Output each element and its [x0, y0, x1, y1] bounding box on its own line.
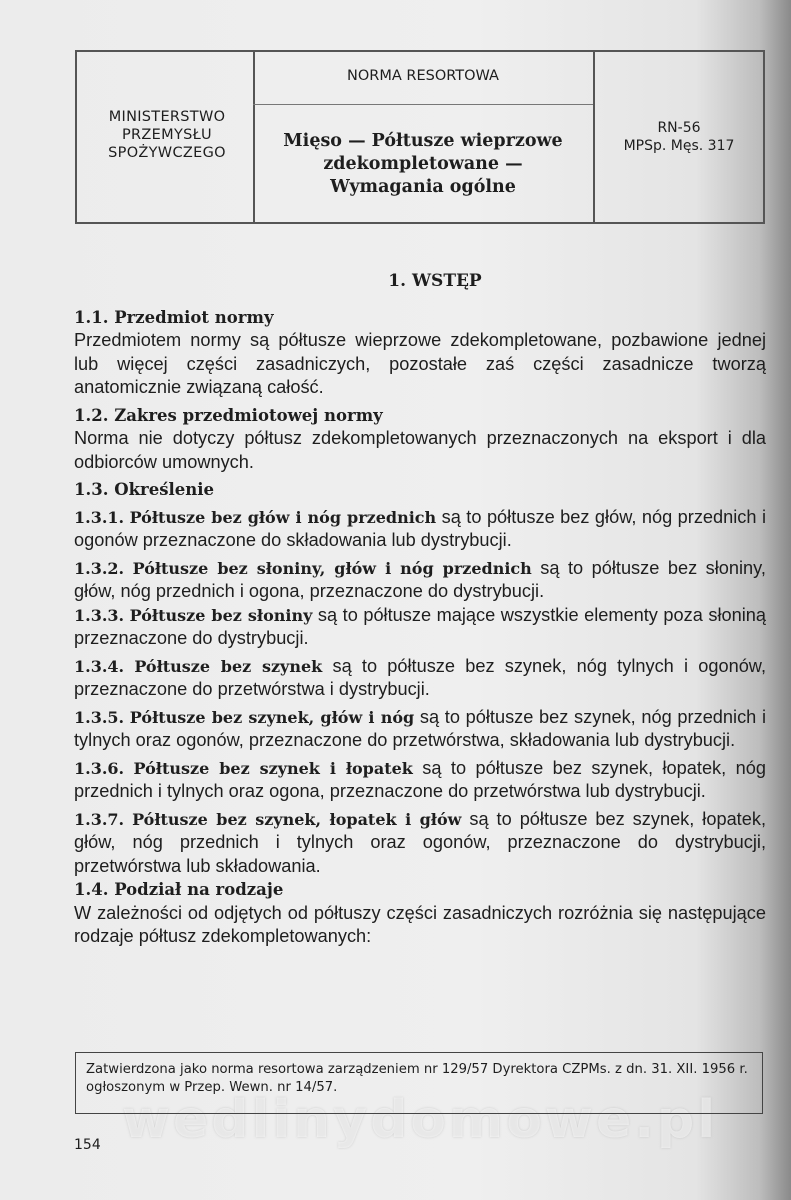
- header-divider: [253, 104, 593, 105]
- item-heading: 1.4. Podział na rodzaje: [74, 880, 284, 899]
- definition-item: [74, 706, 766, 753]
- definition-number: 1.3.6.: [74, 758, 125, 778]
- definition-text: są to półtusze bez szynek, nóg tylnych i ogonów, przeznaczone do przetwórstwa i dystrybucji.: [74, 655, 766, 699]
- definition-item: [74, 557, 766, 604]
- definition-text: są to półtusze bez szynek, nóg przednich i tylnych oraz ogonów, przeznaczone do przetwórstwa, składowania lub dystrybucji.: [74, 706, 767, 750]
- definition-text: są to półtusze bez szynek, łopatek, głów, nóg przednich i tylnych oraz ogonów, przeznaczone do dystrybucji, przetwórstwa lub składowania.: [74, 808, 766, 876]
- definition-text: są to półtusze bez szynek, łopatek, nóg przednich i tylnych oraz ogona, przeznaczone do przetwórstwa lub dystrybucji.: [74, 757, 766, 801]
- item-text: Przedmiotem normy są półtusze wieprzowe zdekompletowane, pozbawione jednej lub więcej części zasadniczych, pozostałe zaś części zasadnicze tworzą anatomicznie związaną całość.: [74, 330, 766, 397]
- norm-code: RN-56 MPSp. Męs. 317: [623, 120, 735, 154]
- definition-term: Półtusze bez słoniny: [129, 605, 313, 625]
- definition-term: Półtusze bez głów i nóg przednich: [129, 507, 437, 527]
- definition-item: [74, 655, 766, 702]
- definition-text: są to półtusze bez słoniny, głów, nóg przednich i ogona, przeznaczone do dystrybucji.: [74, 557, 766, 601]
- definition-number: 1.3.3.: [74, 605, 125, 625]
- item-heading: 1.2. Zakres przedmiotowej normy: [74, 405, 383, 425]
- definition-text: są to półtusze bez głów, nóg przednich i ogonów przeznaczone do składowania lub dystrybucji.: [74, 506, 767, 550]
- definition-item: [74, 506, 766, 553]
- norm-title: Mięso — Półtusze wieprzowe zdekompletowane — Wymagania ogólne: [283, 131, 563, 197]
- definition-text: są to półtusze mające wszystkie elementy poza słoniną przeznaczone do dystrybucji.: [74, 604, 766, 648]
- definition-term: Półtusze bez szynek: [134, 656, 323, 676]
- definition-item: [74, 808, 766, 879]
- approval-note: Zatwierdzona jako norma resortowa zarządzeniem nr 129/57 Dyrektora CZPMs. z dn. 31. XII. 1956 r. ogłoszonym w Przep. Wewn. nr 14/57.: [75, 1052, 763, 1114]
- table-border: [75, 52, 77, 222]
- norm-header-table: [75, 50, 765, 224]
- definition-term: Półtusze bez szynek i łopatek: [133, 758, 413, 778]
- definition-number: 1.3.1.: [74, 507, 125, 527]
- definition-item: [74, 604, 766, 651]
- definition-term: Półtusze bez szynek, głów i nóg: [129, 707, 415, 727]
- item-text: Norma nie dotyczy półtusz zdekompletowanych przeznaczonych na eksport i dla odbiorców umownych.: [74, 428, 766, 472]
- definition-item: [74, 757, 766, 804]
- item-heading: 1.3. Określenie: [74, 480, 215, 499]
- page-number: 154: [74, 1137, 101, 1153]
- norm-type: NORMA RESORTOWA: [347, 68, 499, 84]
- document-body: [74, 270, 766, 949]
- item-text: W zależności od odjętych od półtuszy części zasadniczych rozróżnia się następujące rodzaje półtusz zdekompletowanych:: [74, 902, 766, 946]
- definition-number: 1.3.5.: [74, 707, 125, 727]
- definition-number: 1.3.4.: [74, 656, 125, 676]
- section-heading: 1. WSTĘP: [388, 271, 482, 291]
- item-heading: 1.1. Przedmiot normy: [74, 307, 274, 327]
- watermark: wedlinydomowe.pl: [121, 1090, 719, 1150]
- definition-number: 1.3.2.: [74, 558, 125, 578]
- ministry-name: MINISTERSTWO PRZEMYSŁU SPOŻYWCZEGO: [108, 109, 226, 161]
- definition-number: 1.3.7.: [74, 809, 125, 829]
- definition-term: Półtusze bez słoniny, głów i nóg przednich: [132, 558, 532, 578]
- definition-term: Półtusze bez szynek, łopatek i głów: [132, 809, 462, 829]
